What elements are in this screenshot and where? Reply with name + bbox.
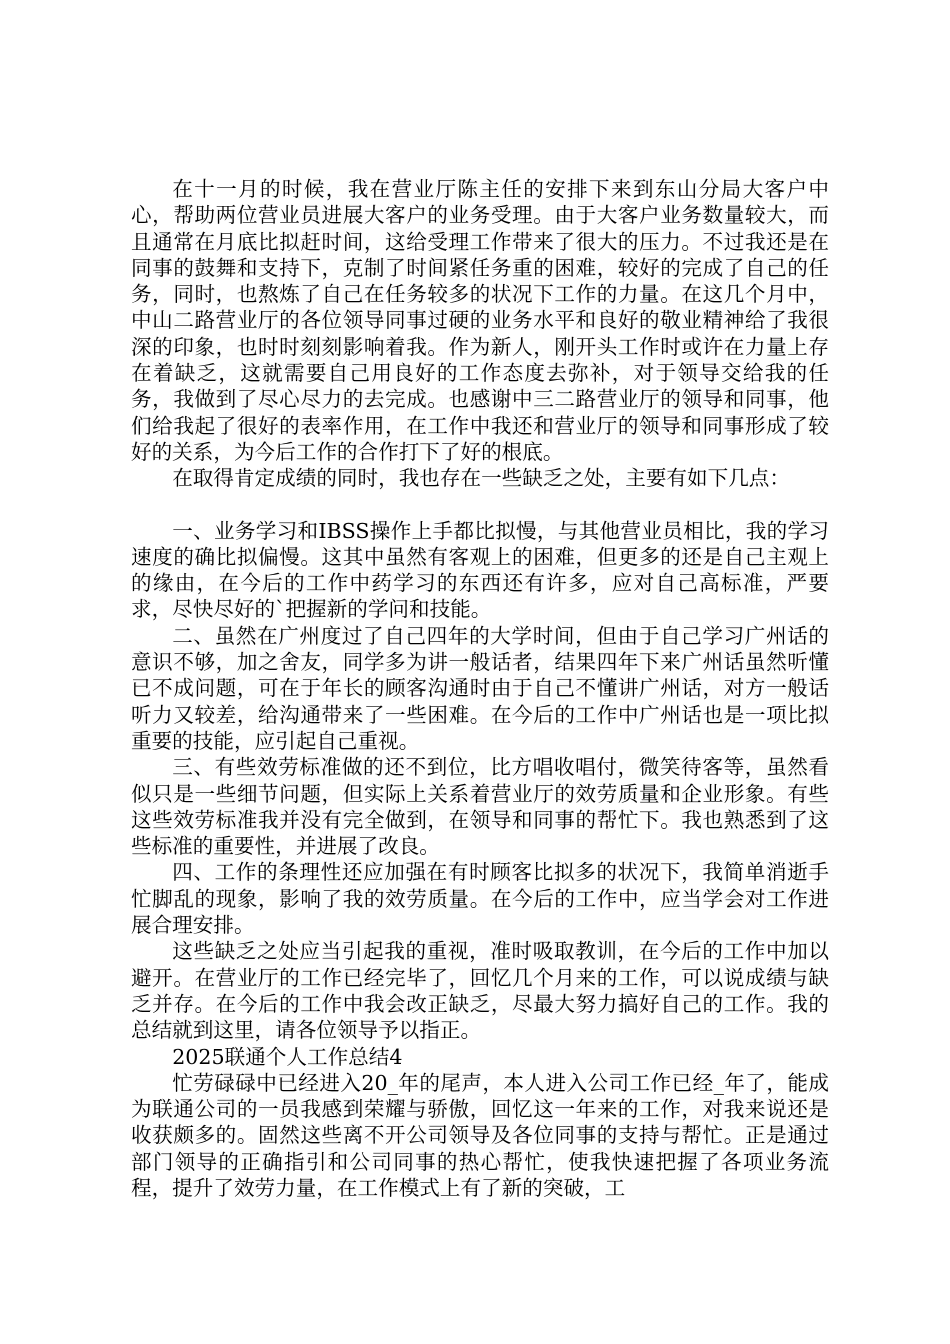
paragraph-work-summary: 在十一月的时候，我在营业厅陈主任的安排下来到东山分局大客户中心，帮助两位营业员进展大客户的业务受理。由于大客户业务数量较大，而且通常在月底比拟赶时间，这给受理工作带来了很大的压力。不过我还是在同事的鼓舞和支持下，克制了时间紧任务重的困难，较好的完成了自己的任务，同时，也熬炼了自己在任务较多的状况下工作的力量。在这几个月中，中山二路营业厅的各位领导同事过硬的业务水平和良好的敬业精神给了我很深的印象，也时时刻刻影响着我。作为新人，刚开头工作时或许在力量上存在着缺乏，这就需要自己用良好的工作态度去弥补，对于领导交给我的任务，我做到了尽心尽力的去完成。也感谢中三二路营业厅的领导和同事，他们给我起了很好的表率作用，在工作中我还和营业厅的领导和同事形成了较好的关系，为今后工作的合作打下了好的根底。 xyxy=(131,177,829,464)
document-body xyxy=(131,176,829,1201)
paragraph-point-two: 二、虽然在广州度过了自己四年的大学时间，但由于自己学习广州话的意识不够，加之舍友，同学多为讲一般话者，结果四年下来广州话虽然听懂已不成问题，可在于年长的顾客沟通时由于自己不懂讲广州话，对方一般话听力又较差，给沟通带来了一些困难。在今后的工作中广州话也是一项比拟重要的技能，应引起自己重视。 xyxy=(131,623,829,753)
section-heading: 2025联通个人工作总结4 xyxy=(172,1044,403,1069)
paragraph-conclusion: 这些缺乏之处应当引起我的重视，准时吸取教训，在今后的工作中加以避开。在营业厅的工作已经完毕了，回忆几个月来的工作，可以说成绩与缺乏并存。在今后的工作中我会改正缺乏，尽最大努力搞好自己的工作。我的总结就到这里，请各位领导予以指正。 xyxy=(131,939,829,1043)
paragraph-new-section: 忙劳碌碌中已经进入20_年的尾声，本人进入公司工作已经_年了，能成为联通公司的一员我感到荣耀与骄傲，回忆这一年来的工作，对我来说还是收获颇多的。固然这些离不开公司领导及各位同事的支持与帮忙。正是通过部门领导的正确指引和公司同事的热心帮忙，使我快速把握了各项业务流程，提升了效劳力量，在工作模式上有了新的突破，工 xyxy=(131,1070,829,1200)
paragraph-point-one: 一、业务学习和IBSS操作上手都比拟慢，与其他营业员相比，我的学习速度的确比拟偏慢。这其中虽然有客观上的困难，但更多的还是自己主观上的缘由，在今后的工作中药学习的东西还有许多，应对自己高标准，严要求，尽快尽好的`把握新的学问和技能。 xyxy=(131,518,829,622)
paragraph-point-four: 四、工作的条理性还应加强在有时顾客比拟多的状况下，我简单消逝手忙脚乱的现象，影响了我的效劳质量。在今后的工作中，应当学会对工作进展合理安排。 xyxy=(131,860,829,938)
paragraph-point-three: 三、有些效劳标准做的还不到位，比方唱收唱付，微笑待客等，虽然看似只是一些细节问题，但实际上关系着营业厅的效劳质量和企业形象。有些这些效劳标准我并没有完全做到，在领导和同事的帮忙下。我也熟悉到了这些标准的重要性，并进展了改良。 xyxy=(131,755,829,859)
paragraph-shortcomings-intro: 在取得肯定成绩的同时，我也存在一些缺乏之处，主要有如下几点： xyxy=(172,466,790,491)
